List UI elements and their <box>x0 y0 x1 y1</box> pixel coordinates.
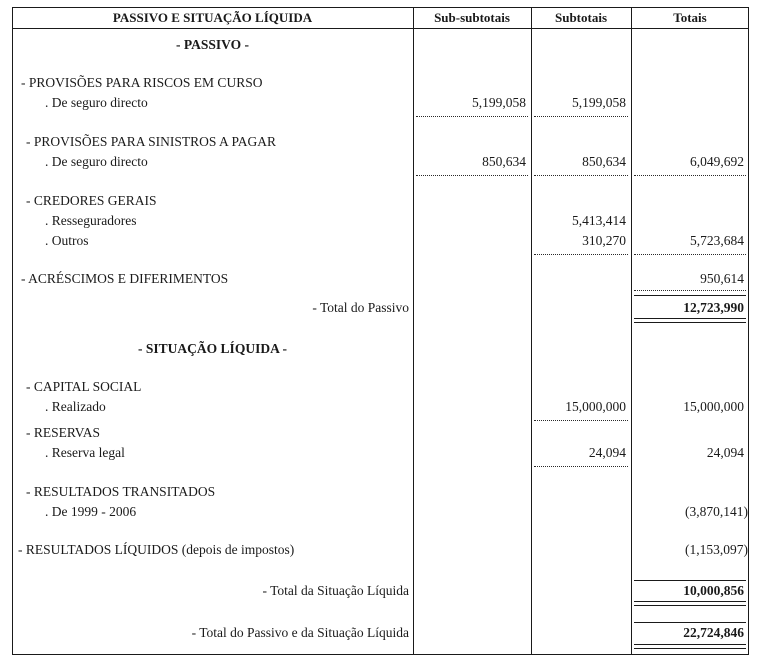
resseguradores-subtotal: 5,413,414 <box>572 213 626 228</box>
header-label-column: PASSIVO E SITUAÇÃO LÍQUIDA <box>112 10 313 25</box>
prov-riscos-subtotal: 5,199,058 <box>572 95 626 110</box>
row-title-capital: - CAPITAL SOCIAL <box>26 379 142 394</box>
dotted-underline <box>416 175 528 176</box>
outros-subtotal: 310,270 <box>582 233 626 248</box>
total-situacao-label: - Total da Situação Líquida <box>262 583 409 598</box>
row-title-prov-sinistros: - PROVISÕES PARA SINISTROS A PAGAR <box>26 134 276 149</box>
dotted-underline <box>634 254 746 255</box>
row-label-prov-riscos-item: . De seguro directo <box>45 95 148 110</box>
total-situacao-value: 10,000,856 <box>683 583 744 598</box>
row-label-realizado: . Realizado <box>45 399 106 414</box>
grand-total-label: - Total do Passivo e da Situação Líquida <box>191 625 409 640</box>
row-title-credores: - CREDORES GERAIS <box>26 193 157 208</box>
dotted-underline <box>634 175 746 176</box>
section-heading-situacao: - SITUAÇÃO LÍQUIDA - <box>138 341 287 356</box>
total-rule <box>634 580 746 581</box>
prov-sinistros-total: 6,049,692 <box>690 154 744 169</box>
transitados-total: (3,870,141) <box>685 504 748 519</box>
total-double-rule <box>634 601 746 602</box>
reservas-total: 24,094 <box>706 445 744 460</box>
row-title-liquidos: - RESULTADOS LÍQUIDOS (depois de impostos) <box>18 542 295 557</box>
dotted-underline <box>534 254 628 255</box>
capital-subtotal: 15,000,000 <box>565 399 626 414</box>
total-rule <box>634 622 746 623</box>
prov-sinistros-subtotal: 850,634 <box>582 154 626 169</box>
row-title-acrescimos: - ACRÉSCIMOS E DIFERIMENTOS <box>21 271 229 286</box>
dotted-underline <box>534 175 628 176</box>
prov-sinistros-subsubtotal: 850,634 <box>482 154 526 169</box>
dotted-underline <box>534 116 628 117</box>
header-subtotals: Subtotais <box>554 10 608 25</box>
capital-total: 15,000,000 <box>683 399 744 414</box>
reservas-subtotal: 24,094 <box>588 445 626 460</box>
row-label-periodo: . De 1999 - 2006 <box>45 504 137 519</box>
dotted-underline <box>534 420 628 421</box>
row-title-transitados: - RESULTADOS TRANSITADOS <box>26 484 216 499</box>
total-double-rule <box>634 648 746 649</box>
header-totals: Totais <box>673 10 707 25</box>
dotted-underline <box>416 116 528 117</box>
row-title-prov-riscos: - PROVISÕES PARA RISCOS EM CURSO <box>21 75 263 90</box>
total-double-rule <box>634 318 746 319</box>
dotted-underline <box>534 466 628 467</box>
row-label-reserva-legal: . Reserva legal <box>45 445 125 460</box>
total-passivo-value: 12,723,990 <box>683 300 744 315</box>
header-subsubtotals: Sub-subtotais <box>434 10 510 25</box>
acrescimos-total: 950,614 <box>700 271 744 286</box>
row-label-outros: . Outros <box>45 233 89 248</box>
total-rule <box>634 295 746 296</box>
total-double-rule <box>634 322 746 323</box>
total-double-rule <box>634 644 746 645</box>
header-rule <box>12 28 749 29</box>
prov-riscos-subsubtotal: 5,199,058 <box>472 95 526 110</box>
liquidos-total: (1,153,097) <box>685 542 748 557</box>
total-passivo-label: - Total do Passivo <box>312 300 409 315</box>
total-double-rule <box>634 605 746 606</box>
dotted-underline <box>634 290 746 291</box>
grand-total-value: 22,724,846 <box>683 625 744 640</box>
row-title-reservas: - RESERVAS <box>26 425 101 440</box>
row-label-resseguradores: . Resseguradores <box>45 213 137 228</box>
section-heading-passivo: - PASSIVO - <box>176 37 249 52</box>
row-label-prov-sinistros-item: . De seguro directo <box>45 154 148 169</box>
credores-total: 5,723,684 <box>690 233 744 248</box>
